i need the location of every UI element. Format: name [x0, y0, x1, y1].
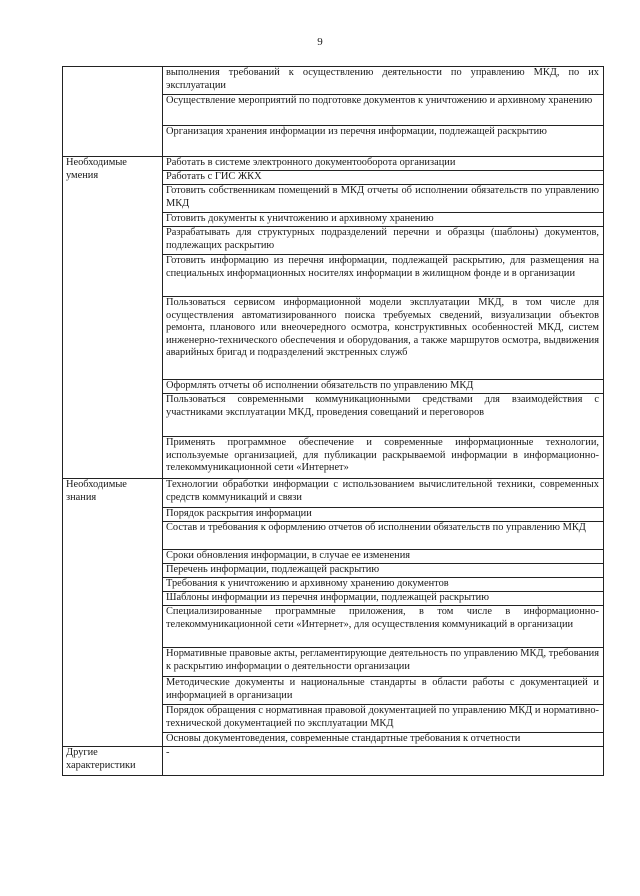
table-row — [63, 747, 604, 776]
requirement-item: Порядок обращения с нормативная правовой документацией по управлению МКД и нормативно-технической документацией по эксплуатации МКД — [163, 705, 604, 733]
requirement-item: Специализированные программные приложения, в том числе в информационно-телекоммуникационной сети «Интернет», для осуществления коммуникаций в организации — [163, 606, 604, 648]
requirement-item: Организация хранения информации из перечня информации, подлежащей раскрытию — [163, 126, 604, 157]
page-number: 9 — [317, 36, 323, 48]
section-label: Необходимые умения — [63, 157, 163, 479]
requirement-item: Готовить собственникам помещений в МКД отчеты об исполнении обязательств по управлению МКД — [163, 185, 604, 213]
requirement-item: Сроки обновления информации, в случае ее изменения — [163, 550, 604, 564]
requirement-item: Готовить информацию из перечня информации, подлежащей раскрытию, для размещения на специальных информационных носителях информации в жилищном фонде и в организации — [163, 255, 604, 297]
requirement-item: Пользоваться сервисом информационной модели эксплуатации МКД, в том числе для осуществления автоматизированного поиска требуемых сведений, визуализации объектов ремонта, планового или внеочередного осмотра, конструктивных особенностей МКД, систем инженерно-технического обеспечения и оборудования, а также маршрутов осмотра, выдвижения аварийных бригад и подразделений экстренных служб — [163, 297, 604, 380]
table-row — [63, 157, 604, 171]
requirement-item: Работать в системе электронного документооборота организации — [163, 157, 604, 171]
requirement-item: Пользоваться современными коммуникационными средствами для взаимодействия с участниками эксплуатации МКД, проведения совещаний и переговоров — [163, 394, 604, 437]
requirement-item: Требования к уничтожению и архивному хранению документов — [163, 578, 604, 592]
requirement-item: Основы документоведения, современные стандартные требования к отчетности — [163, 733, 604, 747]
requirement-item: Разрабатывать для структурных подразделений перечни и образцы (шаблоны) документов, подлежащих раскрытию — [163, 227, 604, 255]
requirement-item: Шаблоны информации из перечня информации, подлежащей раскрытию — [163, 592, 604, 606]
requirement-item: выполнения требований к осуществлению деятельности по управлению МКД, по их эксплуатации — [163, 67, 604, 95]
requirement-item: Готовить документы к уничтожению и архивному хранению — [163, 213, 604, 227]
requirement-item: Перечень информации, подлежащей раскрытию — [163, 564, 604, 578]
competency-table — [62, 66, 604, 776]
requirement-item: Работать с ГИС ЖКХ — [163, 171, 604, 185]
requirement-item: Технологии обработки информации с использованием вычислительной техники, современных средств коммуникаций и связи — [163, 479, 604, 508]
competency-table-body — [63, 67, 604, 776]
requirement-item: Осуществление мероприятий по подготовке документов к уничтожению и архивному хранению — [163, 95, 604, 126]
section-label: Необходимые знания — [63, 479, 163, 747]
requirement-item: Методические документы и национальные стандарты в области работы с документацией и информацией в организации — [163, 677, 604, 705]
section-label: Другие характеристики — [63, 747, 163, 776]
table-row — [63, 479, 604, 508]
table-row — [63, 67, 604, 95]
requirement-item: Применять программное обеспечение и современные информационные технологии, используемые организацией, для публикации раскрываемой информации в информационно-телекоммуникационной сети «Интернет» — [163, 437, 604, 479]
requirement-item: Нормативные правовые акты, регламентирующие деятельность по управлению МКД, требования к раскрытию информации о деятельности организации — [163, 648, 604, 677]
requirement-item: - — [163, 747, 604, 776]
requirement-item: Оформлять отчеты об исполнении обязательств по управлению МКД — [163, 380, 604, 394]
section-label — [63, 67, 163, 157]
requirement-item: Состав и требования к оформлению отчетов об исполнении обязательств по управлению МКД — [163, 522, 604, 550]
requirement-item: Порядок раскрытия информации — [163, 508, 604, 522]
